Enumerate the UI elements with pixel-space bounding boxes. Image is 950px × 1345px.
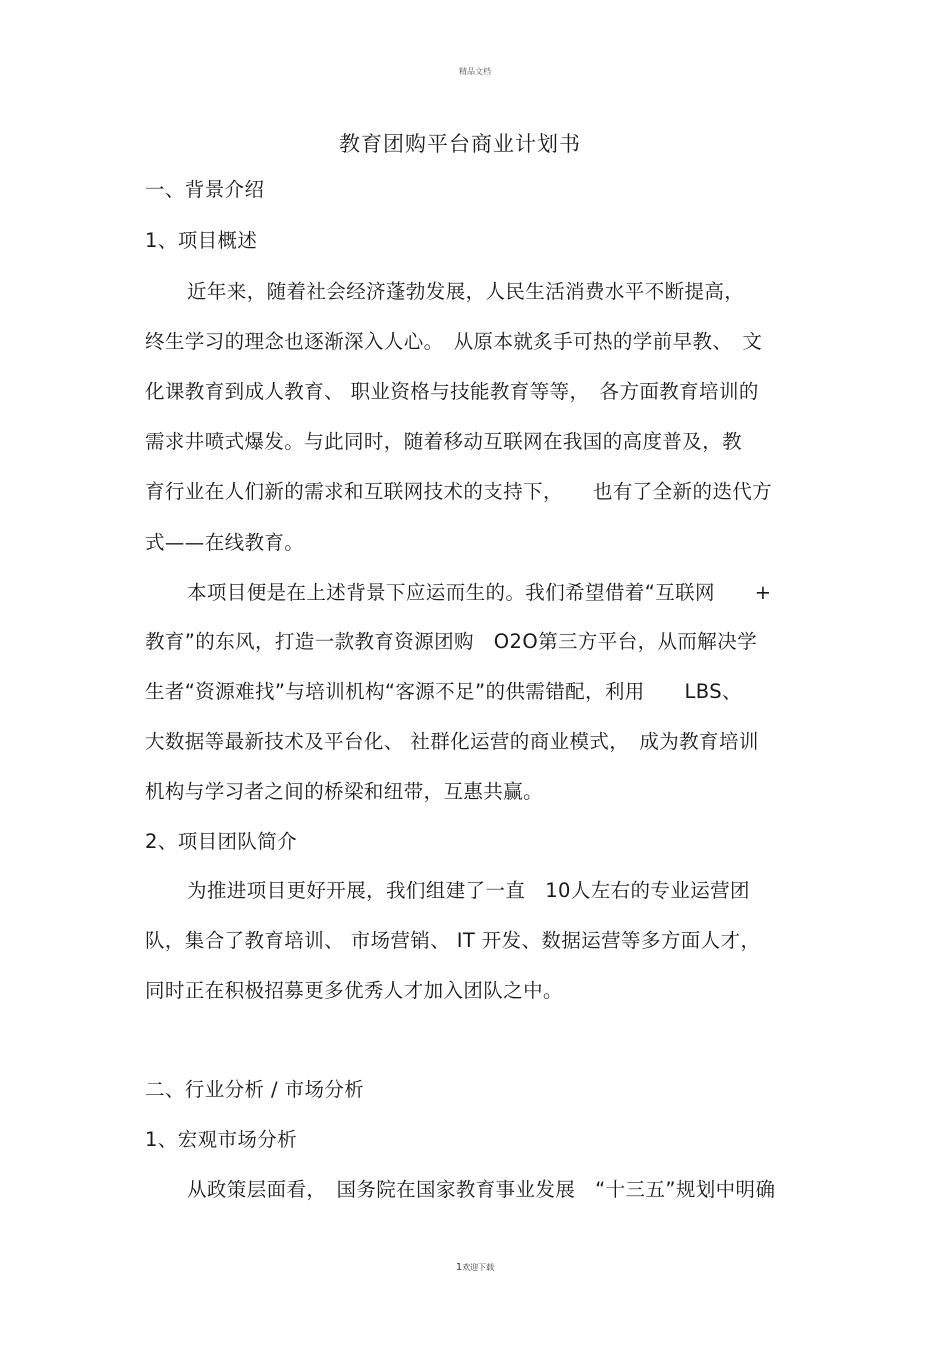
paragraph-line: 需求井喷式爆发。与此同时，随着移动互联网在我国的高度普及，教: [145, 430, 743, 453]
section-heading-background: 一、背景介绍: [145, 178, 265, 201]
subsection-heading-overview: 1、项目概述: [145, 229, 258, 252]
paragraph-line: 化课教育到成人教育、 职业资格与技能教育等等， 各方面教育培训的: [145, 380, 759, 403]
paragraph-line: 式——在线教育。: [145, 531, 305, 554]
paragraph-line: 本项目便是在上述背景下应运而生的。我们希望借着“互联网 +: [187, 581, 772, 604]
paragraph-line: 为推进项目更好开展，我们组建了一直 10人左右的专业运营团: [187, 879, 750, 902]
footer-text: 欢迎下载: [462, 1263, 495, 1272]
paragraph-line: 从政策层面看， 国务院在国家教育事业发展 “十三五”规划中明确: [187, 1178, 776, 1201]
paragraph-line: 教育”的东风，打造一款教育资源团购 O2O第三方平台，从而解决学: [145, 630, 758, 653]
document-title: 教育团购平台商业计划书: [339, 132, 581, 156]
paragraph-line: 近年来，随着社会经济蓬勃发展，人民生活消费水平不断提高，: [187, 280, 745, 303]
subsection-heading-team: 2、项目团队简介: [145, 830, 298, 853]
section-heading-industry: 二、行业分析 / 市场分析: [145, 1078, 365, 1101]
paragraph-line: 机构与学习者之间的桥梁和纽带，互惠共赢。: [145, 780, 544, 803]
paragraph-line: 同时正在积极招募更多优秀人才加入团队之中。: [145, 979, 563, 1002]
paragraph-line: 队，集合了教育培训、 市场营销、 IT 开发、数据运营等多方面人才，: [145, 929, 761, 952]
paragraph-line: 终生学习的理念也逐渐深入人心。 从原本就炙手可热的学前早教、 文: [145, 330, 763, 353]
paragraph-line: 大数据等最新技术及平台化、 社群化运营的商业模式， 成为教育培训: [145, 730, 759, 753]
paragraph-line: 育行业在人们新的需求和互联网技术的支持下， 也有了全新的迭代方: [145, 480, 773, 503]
page-footer: [0, 1262, 950, 1273]
subsection-heading-macro: 1、宏观市场分析: [145, 1128, 298, 1151]
paragraph-line: 生者“资源难找”与培训机构“客源不足”的供需错配，利用 LBS、: [145, 680, 742, 703]
page-number: 1: [455, 1262, 463, 1273]
header-watermark: 精品文档: [459, 67, 491, 76]
